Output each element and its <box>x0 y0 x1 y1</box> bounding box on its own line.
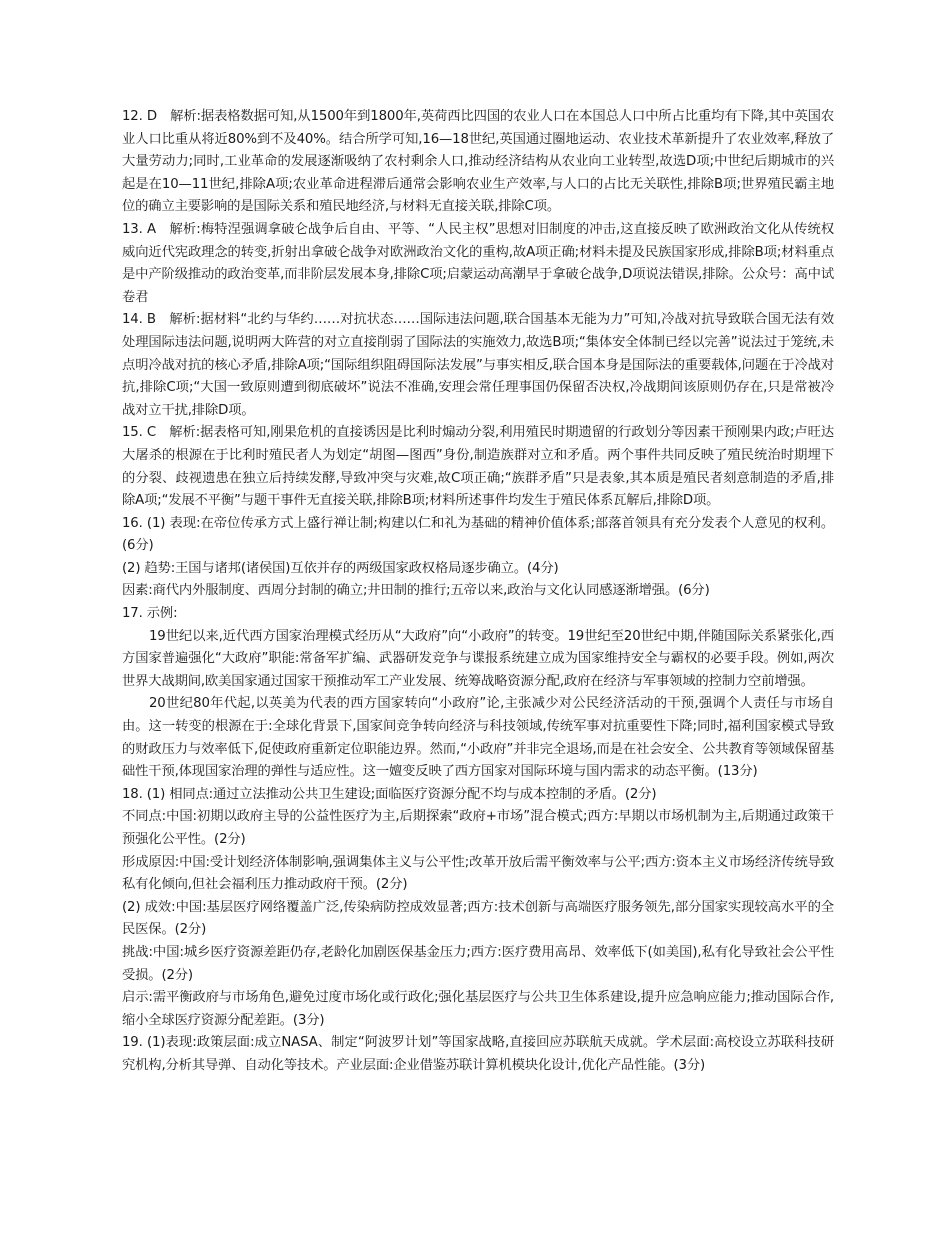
answer-14: 14. B 解析:据材料“北约与华约……对抗状态……国际违法问题,联合国基本无能为力”可知,冷战对抗导致联合国无法有效处理国际违法问题,说明两大阵营的对立直接削弱了国际法的实施效力,故选B项;“集体安全体制已经以完善”说法过于笼统,未点明冷战对抗的核心矛盾,排除A项;“国际组织阻碍国际法发展”与事实相反,联合国本身是国际法的重要载体,问题在于冷战对抗,排除C项;“大国一致原则遭到彻底破坏”说法不准确,安理会常任理事国仍保留否决权,冷战期间该原则仍存在,只是常被冷战对立干扰,排除D项。 <box>122 312 834 418</box>
answer-16-part2-factors: 因素:商代内外服制度、西周分封制的确立;井田制的推行;五帝以来,政治与文化认同感逐渐增强。(6分) <box>122 583 710 599</box>
answer-16-part2-trend: (2) 趋势:王国与诸邦(诸侯国)互依并存的两级国家政权格局逐步确立。(4分) <box>122 560 559 576</box>
answer-document <box>122 106 834 1078</box>
answer-17-heading: 17. 示例: <box>122 606 178 622</box>
answer-18-part2-challenges: 挑战:中国:城乡医疗资源差距仍存,老龄化加剧医保基金压力;西方:医疗费用高昂、效率低下(如美国),私有化导致社会公平性受损。(2分) <box>122 944 834 983</box>
answer-18-part2-insights: 启示:需平衡政府与市场角色,避免过度市场化或行政化;强化基层医疗与公共卫生体系建设,提升应急响应能力;推动国际合作,缩小全球医疗资源分配差距。(3分) <box>122 990 834 1028</box>
answer-18-part1-causes: 形成原因:中国:受计划经济体制影响,强调集体主义与公平性;改革开放后需平衡效率与公平;西方:资本主义市场经济传统导致私有化倾向,但社会福利压力推动政府干预。(2分) <box>122 854 834 893</box>
answer-18-part1-similarities: 18. (1) 相同点:通过立法推动公共卫生建设;面临医疗资源分配不均与成本控制的矛盾。(2分) <box>122 786 657 802</box>
answer-12: 12. D 解析:据表格数据可知,从1500年到1800年,英荷西比四国的农业人口在本国总人口中所占比重均有下降,其中英国农业人口比重从将近80%到不及40%。结合所学可知,16—18世纪,英国通过圈地运动、农业技术革新提升了农业效率,释放了大量劳动力;同时,工业革命的发展逐渐吸纳了农村剩余人口,推动经济结构从农业向工业转型,故选D项;中世纪后期城市的兴起是在10—11世纪,排除A项;农业革命进程滞后通常会影响农业生产效率,与人口的占比无关联性,排除B项;世界殖民霸主地位的确立主要影响的是国际关系和殖民地经济,与材料无直接关联,排除C项。 <box>122 109 834 215</box>
answer-13: 13. A 解析:梅特涅强调拿破仑战争后自由、平等、“人民主权”思想对旧制度的冲击,这直接反映了欧洲政治文化从传统权威向近代宪政理念的转变,折射出拿破仑战争对欧洲政治文化的重构,故A项正确;材料未提及民族国家形成,排除B项;材料重点是中产阶级推动的政治变革,而非阶层发展本身,排除C项;启蒙运动高潮早于拿破仑战争,D项说法错误,排除。公众号：高中试卷君 <box>122 221 834 305</box>
answer-17-paragraph-1: 19世纪以来,近代西方国家治理模式经历从“大政府”向“小政府”的转变。19世纪至20世纪中期,伴随国际关系紧张化,西方国家普遍强化“大政府”职能:常备军扩编、武器研发竞争与谍报系统建立成为国家维持安全与霸权的必要手段。例如,两次世界大战期间,欧美国家通过国家干预推动军工产业发展、统筹战略资源分配,政府在经济与军事领域的控制力空前增强。 <box>122 628 834 689</box>
answer-19-part1: 19. (1)表现:政策层面:成立NASA、制定“阿波罗计划”等国家战略,直接回应苏联航天成就。学术层面:高校设立苏联科技研究机构,分析其导弹、自动化等技术。产业层面:企业借鉴苏联计算机模块化设计,优化产品性能。(3分) <box>122 1035 834 1073</box>
answer-16-part1: 16. (1) 表现:在帝位传承方式上盛行禅让制;构建以仁和礼为基础的精神价值体系;部落首领具有充分发表个人意见的权利。(6分) <box>122 515 834 554</box>
answer-15: 15. C 解析:据表格可知,刚果危机的直接诱因是比利时煽动分裂,利用殖民时期遗留的行政划分等因素干预刚果内政;卢旺达大屠杀的根源在于比利时殖民者人为划定“胡图—图西”身份,制造族群对立和矛盾。两个事件共同反映了殖民统治时期埋下的分裂、歧视遗患在独立后持续发酵,导致冲突与灾难,故C项正确;“族群矛盾”只是表象,其本质是殖民者刻意制造的矛盾,排除A项;“发展不平衡”与题干事件无直接关联,排除B项;材料所述事件均发生于殖民体系瓦解后,排除D项。 <box>122 425 834 509</box>
answer-18-part2-achievements: (2) 成效:中国:基层医疗网络覆盖广泛,传染病防控成效显著;西方:技术创新与高端医疗服务领先,部分国家实现较高水平的全民医保。(2分) <box>122 899 834 938</box>
answer-18-part1-differences: 不同点:中国:初期以政府主导的公益性医疗为主,后期探索“政府+市场”混合模式;西方:早期以市场机制为主,后期通过政策干预强化公平性。(2分) <box>122 809 834 847</box>
answer-17-paragraph-2: 20世纪80年代起,以英美为代表的西方国家转向“小政府”论,主张减少对公民经济活动的干预,强调个人责任与市场自由。这一转变的根源在于:全球化背景下,国家间竞争转向经济与科技领域,传统军事对抗重要性下降;同时,福利国家模式导致的财政压力与效率低下,促使政府重新定位职能边界。然而,“小政府”并非完全退场,而是在社会安全、公共教育等领域保留基础性干预,体现国家治理的弹性与适应性。这一嬗变反映了西方国家对国际环境与国内需求的动态平衡。(13分) <box>122 696 834 780</box>
